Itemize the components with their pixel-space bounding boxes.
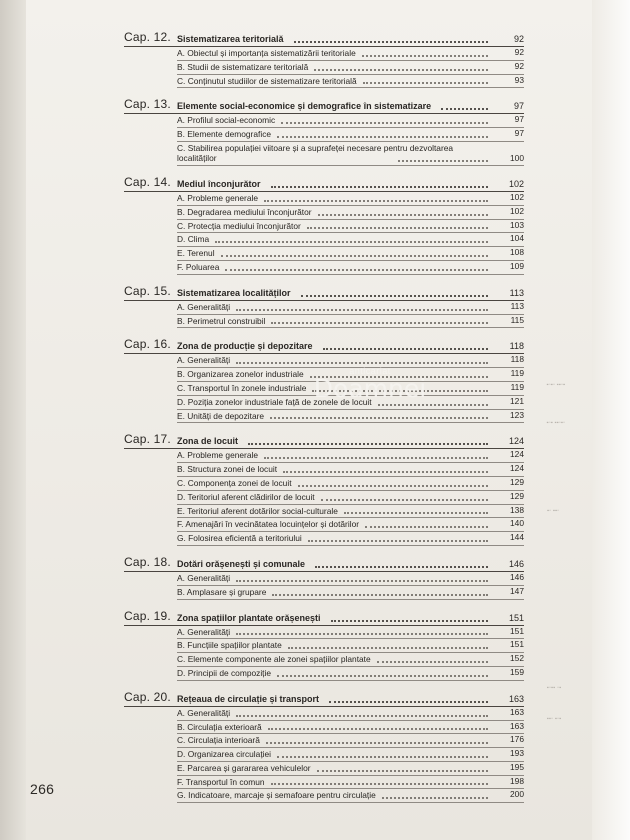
section-page: 97 xyxy=(514,128,524,139)
section-title: B. Structura zonei de locuit xyxy=(177,464,278,475)
dot-leader xyxy=(221,253,488,257)
section-entry xyxy=(177,449,524,463)
section-page: 138 xyxy=(510,504,524,515)
section-entry xyxy=(177,572,524,586)
section-title: D. Teritoriul aferent clădirilor de locuit xyxy=(177,491,315,502)
dot-leader xyxy=(215,239,488,243)
chapter-number: Cap. 13. xyxy=(124,97,171,112)
chapter-entry xyxy=(124,607,524,681)
section-title: D. Principii de compoziție xyxy=(177,667,272,678)
section-page: 100 xyxy=(510,153,524,164)
bleed-through-text: ▪▫▪▫ ▪▪▫▪ xyxy=(546,382,566,388)
section-page: 198 xyxy=(510,775,524,786)
section-entry xyxy=(177,247,524,261)
section-page: 115 xyxy=(510,314,524,325)
section-entry xyxy=(177,748,524,762)
chapter-number: Cap. 12. xyxy=(124,30,171,44)
dot-leader xyxy=(323,346,488,350)
chapter-heading xyxy=(124,607,524,626)
section-entry xyxy=(177,463,524,477)
dot-leader xyxy=(271,320,488,324)
section-title: B. Degradarea mediului înconjurător xyxy=(177,206,312,217)
dot-leader xyxy=(382,795,488,799)
section-page: 93 xyxy=(514,74,524,85)
dot-leader xyxy=(236,713,488,717)
section-page: 152 xyxy=(510,653,524,664)
page-number: 266 xyxy=(30,781,55,797)
dot-leader xyxy=(307,225,488,229)
section-entry xyxy=(177,233,524,247)
dot-leader xyxy=(272,592,488,596)
chapter-number: Cap. 19. xyxy=(124,608,171,623)
dot-leader xyxy=(317,768,488,772)
dot-leader xyxy=(298,483,488,487)
section-entry xyxy=(177,721,524,735)
dot-leader xyxy=(318,212,488,216)
section-page: 147 xyxy=(510,585,524,596)
bleed-through-text: ▪▫▪▪ ▫▪ xyxy=(546,685,562,691)
section-page: 146 xyxy=(510,571,524,582)
chapter-number: Cap. 18. xyxy=(124,554,171,569)
bleed-through-text: ▪▫▪ ▪▪▫▪▫ xyxy=(546,420,566,426)
bleed-through-text: ▪▫ ▪▪▫ xyxy=(546,508,560,514)
section-entry xyxy=(177,505,524,519)
dot-leader xyxy=(301,293,488,297)
section-entry xyxy=(177,315,524,329)
dot-leader xyxy=(236,578,488,582)
chapter-entry xyxy=(124,173,524,275)
chapter-title-text: Sistematizarea teritorială xyxy=(177,34,284,44)
section-entry xyxy=(177,491,524,505)
dot-leader xyxy=(236,307,488,311)
dot-leader xyxy=(398,158,488,162)
chapter-number: Cap. 20. xyxy=(124,689,171,704)
section-title: C. Transportul în zonele industriale xyxy=(177,382,307,393)
chapter-entry xyxy=(124,688,524,804)
section-title: A. Generalități xyxy=(177,707,231,718)
section-entry xyxy=(177,192,524,206)
section-entry xyxy=(177,61,524,75)
section-page: 163 xyxy=(510,720,524,731)
section-title: A. Generalități xyxy=(177,355,231,366)
dot-leader xyxy=(321,497,488,501)
section-page: 113 xyxy=(510,300,524,311)
section-title: D. Poziția zonelor industriale față de zonele de locuit xyxy=(177,396,372,407)
dot-leader xyxy=(365,524,488,528)
section-title: B. Perimetrul construibil xyxy=(177,315,266,326)
section-title: A. Probleme generale xyxy=(177,192,259,203)
dot-leader xyxy=(363,80,488,84)
section-title: B. Organizarea zonelor industriale xyxy=(177,369,304,380)
section-title: C. Componența zonei de locuit xyxy=(177,477,292,488)
section-page: 108 xyxy=(510,247,524,258)
section-page: 119 xyxy=(510,368,524,379)
section-entry xyxy=(177,626,524,640)
section-entry xyxy=(177,410,524,424)
chapter-number: Cap. 15. xyxy=(124,283,171,298)
chapter-page: 124 xyxy=(508,436,524,447)
section-title: E. Teritoriul aferent dotărilor social-culturale xyxy=(177,505,338,516)
chapter-number: Cap. 17. xyxy=(124,432,171,447)
chapter-number: Cap. 14. xyxy=(124,174,171,189)
bleed-through-text: ▪▪▫ ▪▫▪ xyxy=(546,716,562,722)
dot-leader xyxy=(283,469,488,473)
section-title: A. Profilul social-economic xyxy=(177,115,276,126)
section-entry xyxy=(177,734,524,748)
dot-leader xyxy=(288,645,488,649)
section-page: 103 xyxy=(510,219,524,230)
chapter-page: 102 xyxy=(508,178,524,189)
chapter-heading xyxy=(124,553,524,572)
section-entry xyxy=(177,75,524,89)
section-page: 195 xyxy=(510,761,524,772)
section-entry xyxy=(177,586,524,600)
section-title: D. Organizarea circulației xyxy=(177,749,272,760)
chapter-heading xyxy=(124,282,524,301)
section-page: 124 xyxy=(510,449,524,460)
chapter-title-text: Zona spațiilor plantate orășenești xyxy=(177,612,321,623)
dot-leader xyxy=(264,455,488,459)
section-page: 102 xyxy=(510,191,524,202)
section-page: 109 xyxy=(510,260,524,271)
section-title: G. Indicatoare, marcaje și semafoare pentru circulație xyxy=(177,790,376,801)
section-page: 102 xyxy=(510,205,524,216)
watermark xyxy=(300,366,440,402)
section-entry xyxy=(177,762,524,776)
section-title: A. Generalități xyxy=(177,572,231,583)
section-page: 92 xyxy=(514,47,524,57)
section-title: F. Transportul în comun xyxy=(177,776,265,787)
chapter-entry xyxy=(124,95,524,166)
chapter-page: 118 xyxy=(509,341,524,352)
chapter-page: 146 xyxy=(508,558,524,569)
chapter-title-text: Zona de producție și depozitare xyxy=(177,341,313,352)
dot-leader xyxy=(225,267,488,271)
chapter-page: 113 xyxy=(509,287,524,298)
chapter-title-text: Mediul înconjurător xyxy=(177,178,261,189)
section-page: 140 xyxy=(510,518,524,529)
section-entry xyxy=(177,206,524,220)
section-entry xyxy=(177,789,524,803)
dot-leader xyxy=(281,120,488,124)
chapter-entry xyxy=(124,430,524,546)
section-entry xyxy=(177,518,524,532)
section-page: 144 xyxy=(510,532,524,543)
chapter-title-text: Elemente social-economice și demografice în sistematizare xyxy=(177,101,432,112)
section-page: 121 xyxy=(510,395,524,406)
section-title: D. Clima xyxy=(177,234,210,245)
chapter-entry xyxy=(124,282,524,329)
section-title: C. Elemente componente ale zonei spațiilor plantate xyxy=(177,654,371,665)
section-entry xyxy=(177,776,524,790)
dot-leader xyxy=(277,134,488,138)
section-title: B. Circulația exterioară xyxy=(177,721,262,732)
chapter-entry xyxy=(124,28,524,88)
section-title: F. Amenajări în vecinătatea locuințelor și dotărilor xyxy=(177,519,360,530)
section-page: 151 xyxy=(510,639,524,650)
chapter-title-text: Sistematizarea localităților xyxy=(177,287,291,298)
section-title: A. Generalități xyxy=(177,626,231,637)
section-page: 159 xyxy=(510,666,524,677)
dot-leader xyxy=(329,699,488,703)
section-page: 163 xyxy=(510,706,524,717)
dot-leader xyxy=(277,754,488,758)
section-page: 129 xyxy=(510,476,524,487)
section-entry xyxy=(177,47,524,61)
section-page: 200 xyxy=(510,789,524,800)
chapter-title-text: Zona de locuit xyxy=(177,436,239,447)
section-entry xyxy=(177,261,524,275)
dot-leader xyxy=(377,659,488,663)
dot-leader xyxy=(344,510,488,514)
dot-leader xyxy=(271,781,488,785)
table-of-contents xyxy=(124,28,524,810)
dot-leader xyxy=(277,673,488,677)
dot-leader xyxy=(308,538,488,542)
dot-leader xyxy=(362,53,488,57)
chapter-heading xyxy=(124,95,524,114)
dot-leader xyxy=(441,106,488,110)
dot-leader xyxy=(331,618,488,622)
section-title: E. Terenul xyxy=(177,248,215,259)
dot-leader xyxy=(248,441,488,445)
section-title: B. Amplasare și grupare xyxy=(177,586,267,597)
section-title: G. Folosirea eficientă a teritoriului xyxy=(177,533,302,544)
section-page: 119 xyxy=(510,381,524,392)
section-title: B. Funcțiile spațiilor plantate xyxy=(177,640,282,651)
section-page: 151 xyxy=(510,625,524,636)
dot-leader xyxy=(236,360,488,364)
section-page: 97 xyxy=(514,114,524,125)
dot-leader xyxy=(294,39,488,43)
dot-leader xyxy=(266,740,488,744)
section-title: C. Stabilirea populației viitoare și a suprafeței necesare pentru dezvoltarea localităților xyxy=(177,142,454,164)
chapter-title-text: Rețeaua de circulație și transport xyxy=(177,693,320,704)
section-page: 176 xyxy=(510,734,524,745)
section-title: C. Protecția mediului înconjurător xyxy=(177,220,301,231)
section-entry xyxy=(177,667,524,681)
section-entry xyxy=(177,114,524,128)
section-entry xyxy=(177,142,524,166)
section-title: B. Studii de sistematizare teritorială xyxy=(177,61,309,72)
chapter-page: 151 xyxy=(508,612,524,623)
section-title: C. Circulația interioară xyxy=(177,735,260,746)
dot-leader xyxy=(314,67,488,71)
section-page: 123 xyxy=(510,409,524,420)
chapter-page: 163 xyxy=(508,693,524,704)
section-entry xyxy=(177,301,524,315)
section-entry xyxy=(177,707,524,721)
section-entry xyxy=(177,477,524,491)
section-page: 193 xyxy=(510,748,524,759)
section-entry xyxy=(177,653,524,667)
dot-leader xyxy=(270,415,488,419)
section-title: A. Probleme generale xyxy=(177,450,259,461)
dot-leader xyxy=(271,184,488,188)
section-page: 129 xyxy=(510,490,524,501)
chapter-entry xyxy=(124,553,524,600)
section-entry xyxy=(177,532,524,546)
section-title: E. Parcarea și garararea vehiculelor xyxy=(177,762,311,773)
section-entry xyxy=(177,639,524,653)
section-title: C. Conținutul studiilor de sistematizare teritorială xyxy=(177,75,357,86)
chapter-heading xyxy=(124,335,524,354)
watermark-line1: anticariat xyxy=(349,366,391,376)
section-page: 92 xyxy=(514,60,524,71)
chapter-page: 97 xyxy=(513,101,524,112)
chapter-heading xyxy=(124,430,524,449)
section-entry xyxy=(177,220,524,234)
section-page: 118 xyxy=(510,354,524,365)
chapter-title-text: Dotări orășenești și comunale xyxy=(177,558,306,569)
dot-leader xyxy=(268,726,488,730)
section-title: B. Elemente demografice xyxy=(177,129,272,140)
section-page: 104 xyxy=(510,233,524,244)
dot-leader xyxy=(315,564,488,568)
section-title: A. Generalități xyxy=(177,301,231,312)
chapter-heading xyxy=(124,688,524,707)
chapter-page: 92 xyxy=(513,34,524,44)
section-title: E. Unități de depozitare xyxy=(177,410,265,421)
watermark-line2: Doamnei xyxy=(313,374,427,403)
chapter-heading xyxy=(124,173,524,192)
section-entry xyxy=(177,128,524,142)
chapter-number: Cap. 16. xyxy=(124,337,171,352)
chapter-heading xyxy=(124,28,524,47)
dot-leader xyxy=(236,631,488,635)
section-title: F. Poluarea xyxy=(177,261,220,272)
dot-leader xyxy=(264,198,488,202)
section-title: A. Obiectul și importanța sistematizării teritoriale xyxy=(177,48,356,58)
section-page: 124 xyxy=(510,463,524,474)
